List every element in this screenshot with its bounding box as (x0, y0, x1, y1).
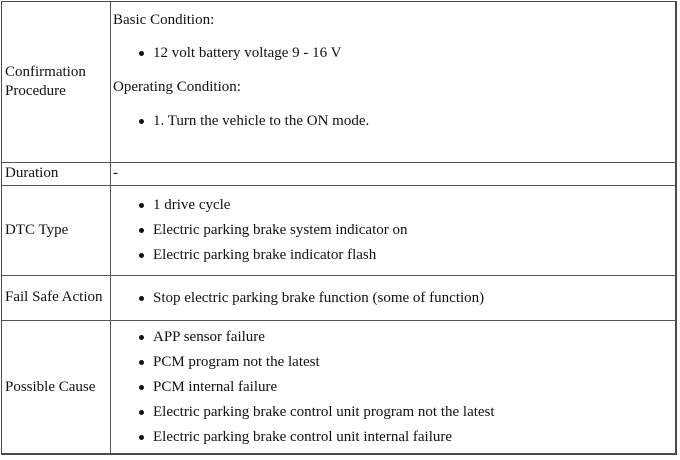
row-possible-cause (2, 320, 676, 454)
operating-condition-group (113, 77, 676, 131)
fail-safe-list (113, 288, 676, 308)
value-confirmation-procedure (111, 2, 677, 162)
spec-table-frame (1, 1, 677, 455)
list-item: 1 drive cycle (113, 195, 676, 215)
row-fail-safe-action (2, 275, 676, 320)
list-item: Electric parking brake control unit program not the latest (113, 402, 676, 422)
value-possible-cause (111, 320, 677, 454)
list-item: 1. Turn the vehicle to the ON mode. (113, 111, 676, 131)
label-fail-safe-action: Fail Safe Action (2, 275, 111, 320)
value-duration: - (111, 162, 677, 185)
label-duration: Duration (2, 162, 111, 185)
basic-condition-group (113, 10, 676, 63)
label-possible-cause: Possible Cause (2, 320, 111, 454)
value-dtc-type (111, 185, 677, 275)
dtc-type-list (113, 195, 676, 265)
possible-cause-list (113, 327, 676, 447)
list-item: Electric parking brake indicator flash (113, 245, 676, 265)
row-duration (2, 162, 676, 185)
list-item: PCM program not the latest (113, 352, 676, 372)
list-item: Electric parking brake system indicator on (113, 220, 676, 240)
list-item: Electric parking brake control unit internal failure (113, 427, 676, 447)
dtc-spec-table (2, 2, 676, 454)
operating-condition-title: Operating Condition: (113, 79, 241, 95)
basic-condition-title: Basic Condition: (113, 12, 215, 28)
list-item: 12 volt battery voltage 9 - 16 V (113, 43, 676, 63)
basic-condition-list (113, 43, 676, 63)
list-item: APP sensor failure (113, 327, 676, 347)
operating-condition-list (113, 111, 676, 131)
row-dtc-type (2, 185, 676, 275)
label-dtc-type: DTC Type (2, 185, 111, 275)
list-item: PCM internal failure (113, 377, 676, 397)
list-item: Stop electric parking brake function (some of function) (113, 288, 676, 308)
value-fail-safe-action (111, 275, 677, 320)
label-confirmation-procedure: Confirmation Procedure (2, 2, 111, 162)
row-confirmation-procedure (2, 2, 676, 162)
